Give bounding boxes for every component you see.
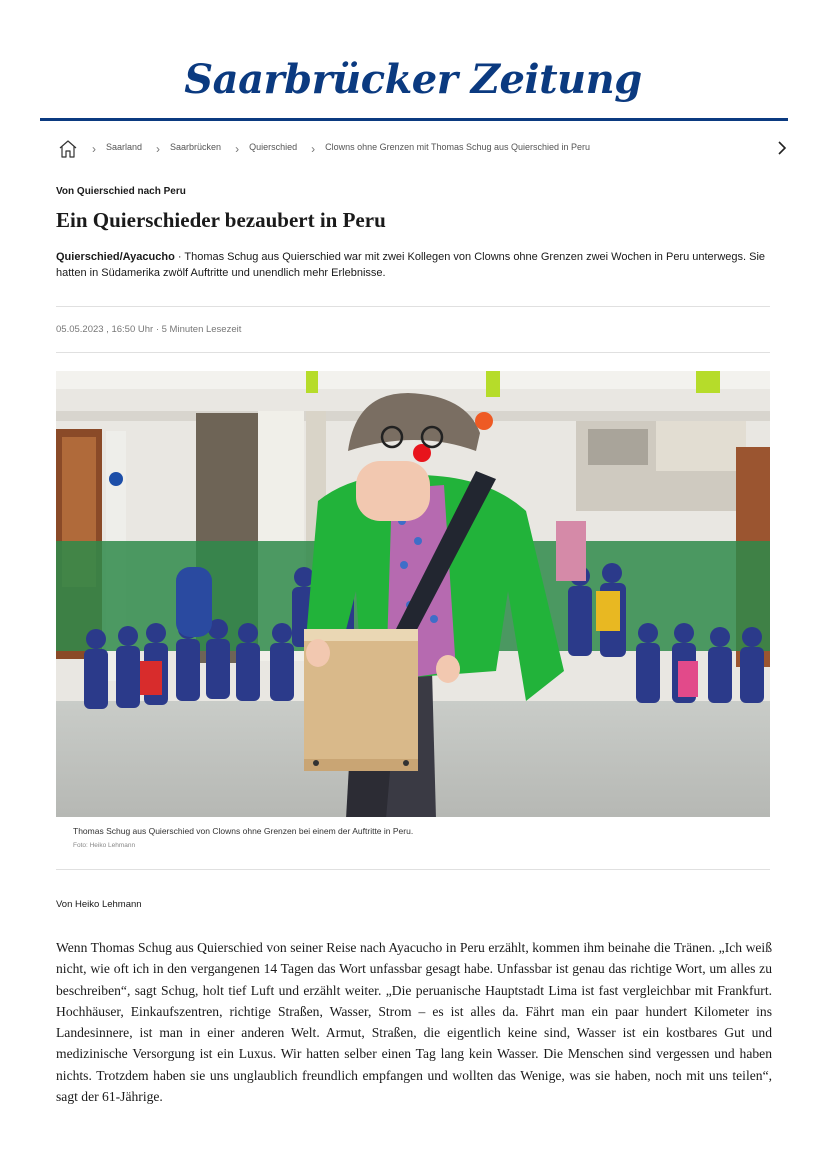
chevron-right-icon: › bbox=[92, 142, 96, 156]
article-meta: 05.05.2023 , 16:50 Uhr · 5 Minuten Lesezeit bbox=[56, 324, 242, 335]
article-author: Von Heiko Lehmann bbox=[56, 899, 142, 910]
article-photo[interactable] bbox=[56, 371, 770, 817]
lead-text: Thomas Schug aus Quierschied war mit zwei Kollegen von Clowns ohne Grenzen zwei Wochen in Peru unterwegs. Sie hatten in Südamerika zwölf Auftritte und unendlich mehr Erlebnisse. bbox=[56, 251, 766, 279]
chevron-right-icon: › bbox=[311, 142, 316, 156]
masthead-rule bbox=[40, 118, 788, 121]
breadcrumb-item-quierschied[interactable]: Quierschied bbox=[249, 142, 298, 152]
lead-separator: · bbox=[174, 251, 185, 263]
divider bbox=[56, 306, 770, 307]
masthead bbox=[0, 54, 826, 106]
divider bbox=[56, 869, 770, 870]
site-logo[interactable]: Saarbrücker Zeitung bbox=[184, 56, 642, 103]
divider bbox=[56, 352, 770, 353]
chevron-right-icon: › bbox=[235, 142, 240, 156]
scroll-right-icon[interactable] bbox=[774, 140, 790, 156]
article-lead bbox=[56, 249, 771, 281]
breadcrumb bbox=[58, 138, 790, 160]
article-kicker: Von Quierschied nach Peru bbox=[56, 186, 186, 197]
chevron-right-icon: › bbox=[156, 142, 161, 156]
article-headline: Ein Quierschieder bezaubert in Peru bbox=[56, 208, 386, 232]
photo-caption: Thomas Schug aus Quierschied von Clowns ohne Grenzen bei einem der Auftritte in Peru. bbox=[73, 826, 414, 836]
home-icon[interactable] bbox=[58, 139, 78, 159]
breadcrumb-item-current[interactable]: Clowns ohne Grenzen mit Thomas Schug aus Quierschied in Peru bbox=[325, 142, 591, 152]
lead-location: Quierschied/Ayacucho bbox=[56, 251, 175, 263]
article-body: Wenn Thomas Schug aus Quierschied von seiner Reise nach Ayacucho in Peru erzählt, kommen ihm beinahe die Tränen. „Ich weiß nicht, wie oft ich in den vergangenen 14 Tagen das Wort unfassbar gesagt habe. Unfassbar ist genau das richtige Wort, um alles zu beschreiben“, sagt Schug, holt tief Luft und erzählt weiter. „Die peruanische Hauptstadt Lima ist fast vergleichbar mit Frankfurt. Hochhäuser, Einkaufszentren, richtige Straßen, Wasser, Strom – es ist alles da. Fährt man ein paar hundert Kilometer ins Landesinnere, ist man in einer anderen Welt. Armut, Straßen, die eigentlich keine sind, Wasser ist ein kostbares Gut und medizinische Versorgung ist ein Luxus. Wir hatten selber einen Tag lang kein Wasser. Die Menschen sind vergessen und haben nichts. Trotzdem haben sie uns unglaublich freundlich empfangen und wollten das Wenige, was sie haben, noch mit uns teilen“, sagt der 61-Jährige. bbox=[56, 940, 772, 1105]
breadcrumb-item-saarland[interactable]: Saarland bbox=[106, 142, 143, 152]
breadcrumb-item-saarbruecken[interactable]: Saarbrücken bbox=[170, 142, 222, 152]
photo-credit: Foto: Heiko Lehmann bbox=[73, 842, 136, 849]
